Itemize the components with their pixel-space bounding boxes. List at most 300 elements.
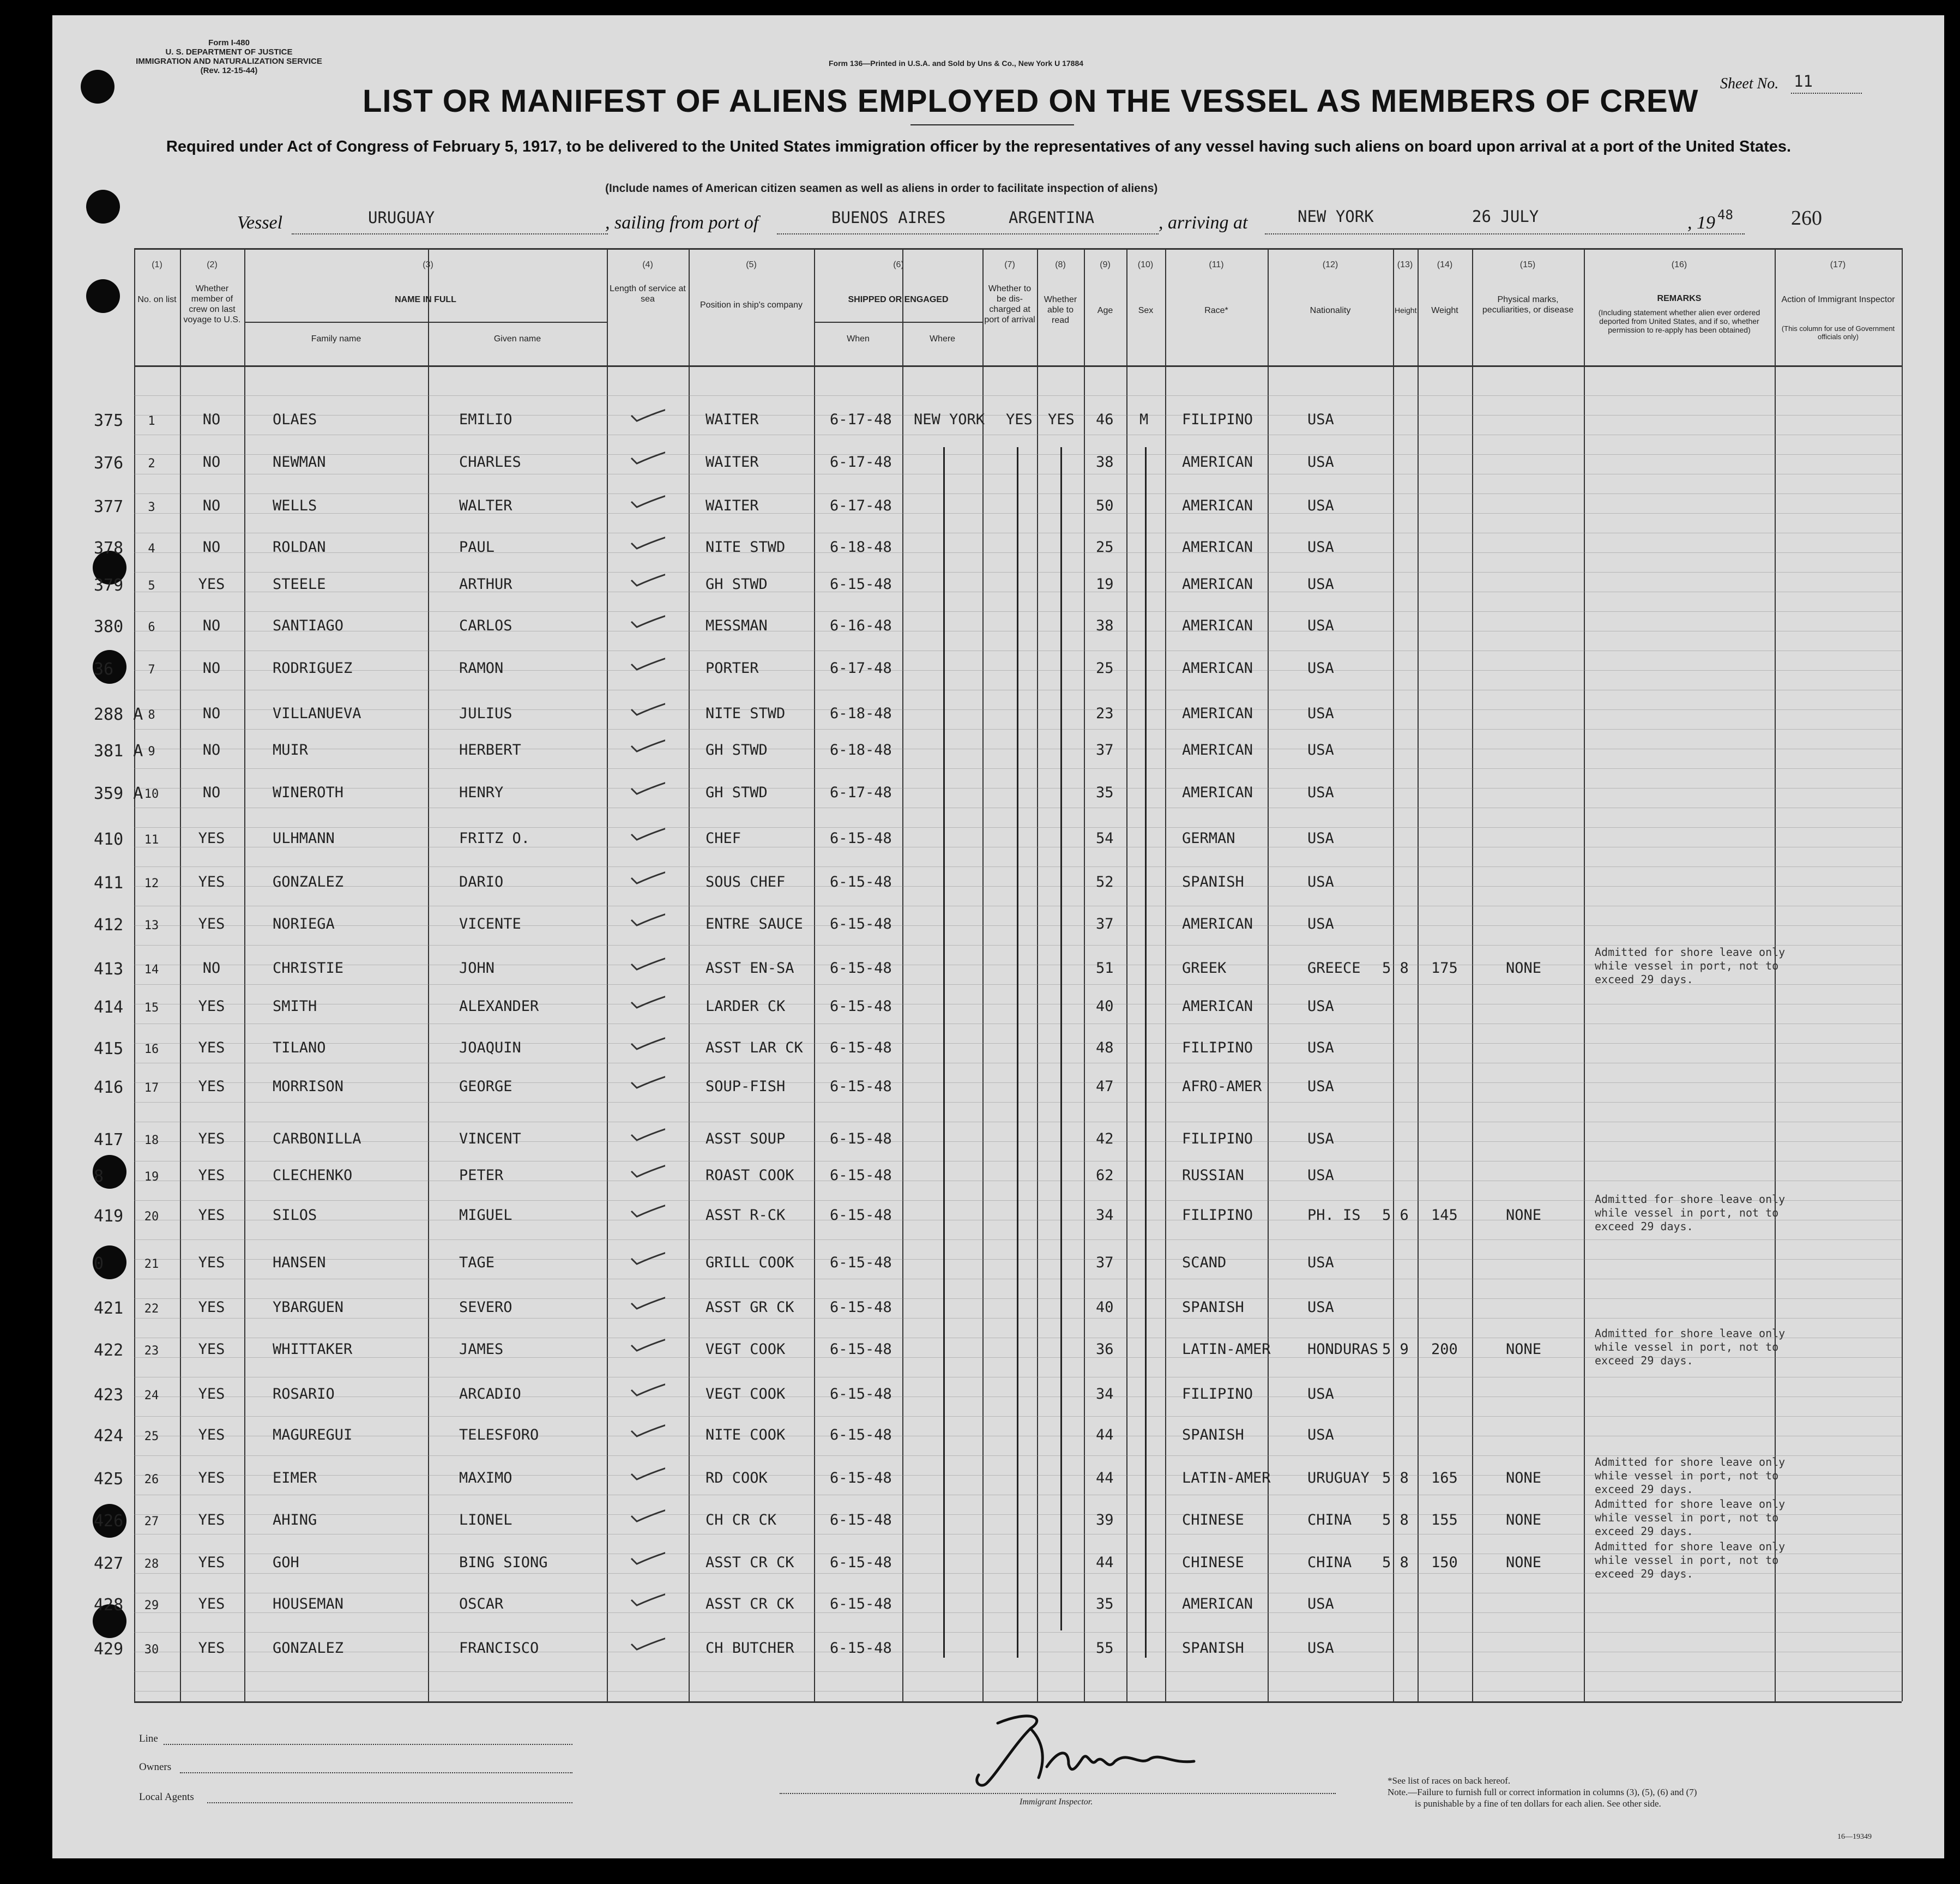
cell-age: 25 <box>1096 660 1114 677</box>
cell-nationality: USA <box>1307 1426 1334 1443</box>
cell-nationality: USA <box>1307 784 1334 801</box>
cell-position: CH BUTCHER <box>705 1640 794 1657</box>
cell-age: 23 <box>1096 705 1114 722</box>
port: BUENOS AIRES <box>831 208 946 227</box>
cell-margin: 378 <box>94 539 124 558</box>
cell-no: 27 <box>144 1515 159 1528</box>
remark-line: exceed 29 days. <box>1595 1220 1693 1233</box>
cell-margin: 416 <box>94 1078 124 1097</box>
cell-margin: 377 <box>94 497 124 516</box>
ditto-line <box>1017 447 1018 1658</box>
check-mark <box>627 1419 665 1438</box>
cell-nationality: USA <box>1307 1254 1334 1271</box>
cell-when: 6-16-48 <box>830 617 892 634</box>
column-number: (15) <box>1519 260 1536 269</box>
cell-position: RD COOK <box>705 1470 768 1486</box>
check-mark <box>627 1504 665 1524</box>
cell-margin: 288 A <box>94 705 143 724</box>
column-number: (16) <box>1671 260 1687 269</box>
cell-position: WAITER <box>705 454 759 471</box>
sheet-number: 11 <box>1794 72 1813 91</box>
check-mark <box>627 734 665 754</box>
check-mark <box>627 1462 665 1482</box>
cell-family: GONZALEZ <box>273 1640 344 1657</box>
cell-margin: 410 <box>94 830 124 849</box>
check-mark <box>627 446 665 466</box>
cell-margin: 427 <box>94 1554 124 1573</box>
column-header-no-on-list: No. on list <box>137 295 177 304</box>
cell-margin: 375 <box>94 411 124 430</box>
cell-when: 6-15-48 <box>830 1341 892 1358</box>
check-mark <box>627 652 665 672</box>
cell-given: FRANCISCO <box>459 1640 539 1657</box>
cell-position: CH CR CK <box>705 1512 777 1528</box>
cell-age: 19 <box>1096 576 1114 593</box>
cell-given: CHARLES <box>459 454 521 471</box>
remark-line: while vessel in port, not to <box>1595 1511 1779 1524</box>
cell-nationality: HONDURAS <box>1307 1341 1379 1358</box>
cell-family: MAGUREGUI <box>273 1426 353 1443</box>
cell-height: 5 6 <box>1382 1207 1409 1224</box>
check-mark <box>627 490 665 509</box>
cell-race: RUSSIAN <box>1182 1167 1244 1184</box>
cell-position: ASST CR CK <box>705 1554 794 1571</box>
cell-given: JOAQUIN <box>459 1039 521 1056</box>
cell-given: HERBERT <box>459 742 521 759</box>
requirement-line-2: port of the United States. <box>1603 138 1792 155</box>
cell-position: ASST LAR CK <box>705 1039 803 1056</box>
cell-physical: NONE <box>1506 960 1542 977</box>
column-header-length-service: Length of service at sea <box>610 284 686 304</box>
cell-family: GONZALEZ <box>273 874 344 890</box>
check-mark <box>627 1588 665 1608</box>
cell-given: ARCADIO <box>459 1386 521 1403</box>
cell-physical: NONE <box>1506 1470 1542 1486</box>
check-mark <box>627 952 665 972</box>
cell-when: 6-15-48 <box>830 1596 892 1612</box>
cell-margin: 417 <box>94 1130 124 1149</box>
cell-margin: 379 <box>94 576 124 595</box>
cell-position: GH STWD <box>705 742 768 759</box>
cell-given: HENRY <box>459 784 504 801</box>
check-mark <box>627 1123 665 1142</box>
cell-margin: 8 <box>94 1167 104 1186</box>
column-header-race: Race* <box>1204 306 1228 315</box>
cell-margin: 36 <box>94 660 114 679</box>
service: IMMIGRATION AND NATURALIZATION SERVICE <box>136 57 322 66</box>
remark-line: Admitted for shore leave only <box>1595 1497 1786 1510</box>
cell-no: 10 <box>144 787 159 801</box>
column-number: (17) <box>1830 260 1846 269</box>
cell-no: 1 <box>148 414 155 428</box>
cell-no: 5 <box>148 579 155 593</box>
form-header-block <box>104 38 354 75</box>
vessel-name: URUGUAY <box>368 208 435 227</box>
cell-age: 50 <box>1096 497 1114 514</box>
cell-member: NO <box>202 539 221 556</box>
column-header-position: Position in ship's company <box>699 300 803 310</box>
cell-race: FILIPINO <box>1182 411 1253 428</box>
cell-nationality: USA <box>1307 411 1334 428</box>
column-header-age: Age <box>1097 306 1113 315</box>
cell-race: AMERICAN <box>1182 497 1253 514</box>
cell-given: RAMON <box>459 660 504 677</box>
cell-no: 18 <box>144 1134 159 1147</box>
cell-member: NO <box>202 705 221 722</box>
column-header-remarks: REMARKS <box>1657 294 1702 303</box>
cell-given: JULIUS <box>459 705 512 722</box>
cell-nationality: USA <box>1307 742 1334 759</box>
cell-member: NO <box>202 742 221 759</box>
cell-nationality: GREECE <box>1307 960 1361 977</box>
cell-no: 24 <box>144 1389 159 1403</box>
cell-given: PAUL <box>459 539 495 556</box>
cell-given: VICENTE <box>459 916 521 932</box>
cell-given: CARLOS <box>459 617 512 634</box>
check-mark <box>627 1632 665 1652</box>
cell-family: SILOS <box>273 1207 317 1224</box>
cell-nationality: USA <box>1307 1039 1334 1056</box>
check-mark <box>627 1032 665 1051</box>
cell-no: 19 <box>144 1170 159 1184</box>
column-header-weight: Weight <box>1431 306 1458 315</box>
cell-position: ASST SOUP <box>705 1130 786 1147</box>
cell-no: 21 <box>144 1257 159 1271</box>
column-number: (6) <box>893 260 904 269</box>
cell-read: YES <box>1048 411 1075 428</box>
include-note: (Include names of American citizen seamen as well as aliens in order to facilitate inspection of aliens) <box>605 182 1158 195</box>
cell-member: YES <box>198 916 225 932</box>
check-mark <box>627 1247 665 1266</box>
cell-family: EIMER <box>273 1470 317 1486</box>
page-title: LIST OR MANIFEST OF ALIENS EMPLOYED ON THE VESSEL AS MEMBERS OF CREW <box>363 83 1699 119</box>
cell-nationality: USA <box>1307 539 1334 556</box>
remark-text <box>1595 946 1785 986</box>
cell-member: YES <box>198 830 225 847</box>
cell-race: SCAND <box>1182 1254 1227 1271</box>
check-mark <box>627 1291 665 1311</box>
cell-position: WAITER <box>705 411 759 428</box>
cell-when: 6-17-48 <box>830 660 892 677</box>
cell-family: MORRISON <box>273 1078 344 1095</box>
cell-age: 46 <box>1096 411 1114 428</box>
cell-given: TELESFORO <box>459 1426 539 1443</box>
cell-given: JOHN <box>459 960 495 977</box>
cell-when: 6-15-48 <box>830 998 892 1015</box>
cell-family: WHITTAKER <box>273 1341 353 1358</box>
column-header-whether-member: Whether member of crew on last voyage to U.S. <box>183 284 241 324</box>
cell-race: FILIPINO <box>1182 1039 1253 1056</box>
cell-family: SMITH <box>273 998 317 1015</box>
cell-no: 7 <box>148 663 155 677</box>
cell-no: 9 <box>148 745 155 759</box>
cell-family: MUIR <box>273 742 309 759</box>
cell-race: SPANISH <box>1182 1640 1244 1657</box>
cell-position: MESSMAN <box>705 617 768 634</box>
cell-member: NO <box>202 617 221 634</box>
cell-margin: 426 <box>94 1512 124 1531</box>
cell-age: 39 <box>1096 1512 1114 1528</box>
cell-position: VEGT COOK <box>705 1341 786 1358</box>
arriving-port: NEW YORK <box>1298 207 1374 226</box>
column-header-when: When <box>847 334 870 344</box>
cell-member: YES <box>198 1554 225 1571</box>
arrival-date: 26 JULY <box>1472 207 1539 226</box>
cell-family: WELLS <box>273 497 317 514</box>
cell-no: 8 <box>148 708 155 722</box>
requirement-line-1: Required under Act of Congress of February 5, 1917, to be delivered to the United States immigration officer by the representatives of any vessel having such aliens on board upon arrival at a <box>166 138 1599 155</box>
cell-no: 30 <box>144 1643 159 1657</box>
cell-race: GREEK <box>1182 960 1227 977</box>
cell-age: 55 <box>1096 1640 1114 1657</box>
cell-margin: 428 <box>94 1596 124 1615</box>
cell-given: FRITZ O. <box>459 830 530 847</box>
column-header-action: Action of Immigrant Inspector <box>1781 295 1895 304</box>
cell-member: NO <box>202 454 221 471</box>
cell-nationality: USA <box>1307 830 1334 847</box>
cell-race: AMERICAN <box>1182 539 1253 556</box>
cell-given: GEORGE <box>459 1078 512 1095</box>
column-header-action-sub: (This column for use of Government officials only) <box>1781 324 1895 341</box>
cell-when: 6-18-48 <box>830 705 892 722</box>
column-number: (4) <box>642 260 653 269</box>
cell-race: SPANISH <box>1182 1426 1244 1443</box>
cell-member: YES <box>198 1254 225 1271</box>
cell-margin: 429 <box>94 1640 124 1659</box>
cell-given: PETER <box>459 1167 504 1184</box>
cell-race: FILIPINO <box>1182 1386 1253 1403</box>
ditto-line <box>1145 447 1147 1658</box>
remark-line: Admitted for shore leave only <box>1595 1455 1786 1468</box>
cell-family: WINEROTH <box>273 784 344 801</box>
remark-line: exceed 29 days. <box>1595 973 1693 986</box>
cell-position: CHEF <box>705 830 741 847</box>
cell-age: 44 <box>1096 1554 1114 1571</box>
form-code: 16—19349 <box>1837 1833 1872 1841</box>
cell-family: VILLANUEVA <box>273 705 361 722</box>
remark-line: while vessel in port, not to <box>1595 959 1779 972</box>
cell-height: 5 8 <box>1382 1470 1409 1486</box>
cell-age: 40 <box>1096 1299 1114 1316</box>
remark-line: Admitted for shore leave only <box>1595 1193 1786 1206</box>
cell-race: LATIN-AMER <box>1182 1470 1271 1486</box>
check-mark <box>627 610 665 629</box>
cell-race: SPANISH <box>1182 1299 1244 1316</box>
cell-position: SOUP-FISH <box>705 1078 786 1095</box>
cell-no: 22 <box>144 1302 159 1316</box>
cell-nationality: USA <box>1307 454 1334 471</box>
cell-margin: 422 <box>94 1341 124 1360</box>
cell-discharged: YES <box>1006 411 1033 428</box>
cell-margin: 412 <box>94 916 124 935</box>
cell-when: 6-15-48 <box>830 1254 892 1271</box>
cell-where: NEW YORK <box>914 411 985 428</box>
sheet-label: Sheet No. <box>1720 75 1779 92</box>
cell-race: AMERICAN <box>1182 617 1253 634</box>
cell-family: YBARGUEN <box>273 1299 344 1316</box>
check-mark <box>627 1378 665 1398</box>
cell-member: NO <box>202 411 221 428</box>
cell-position: GH STWD <box>705 784 768 801</box>
department: U. S. DEPARTMENT OF JUSTICE <box>165 47 293 57</box>
cell-member: NO <box>202 497 221 514</box>
column-number: (2) <box>207 260 218 269</box>
cell-nationality: CHINA <box>1307 1512 1352 1528</box>
cell-race: SPANISH <box>1182 874 1244 890</box>
cell-weight: 145 <box>1431 1207 1458 1224</box>
cell-weight: 175 <box>1431 960 1458 977</box>
cell-member: YES <box>198 1426 225 1443</box>
cell-given: WALTER <box>459 497 512 514</box>
cell-race: FILIPINO <box>1182 1207 1253 1224</box>
column-header-family-name: Family name <box>311 334 361 344</box>
cell-no: 28 <box>144 1557 159 1571</box>
cell-physical: NONE <box>1506 1341 1542 1358</box>
cell-given: BING SIONG <box>459 1554 548 1571</box>
cell-position: ASST CR CK <box>705 1596 794 1612</box>
column-number: (11) <box>1209 260 1224 269</box>
cell-age: 54 <box>1096 830 1114 847</box>
cell-nationality: USA <box>1307 1167 1334 1184</box>
cell-age: 40 <box>1096 998 1114 1015</box>
cell-member: YES <box>198 1640 225 1657</box>
cell-age: 37 <box>1096 742 1114 759</box>
cell-physical: NONE <box>1506 1207 1542 1224</box>
cell-race: AFRO-AMER <box>1182 1078 1262 1095</box>
cell-race: AMERICAN <box>1182 916 1253 932</box>
cell-no: 23 <box>144 1344 159 1358</box>
cell-age: 37 <box>1096 916 1114 932</box>
cell-when: 6-15-48 <box>830 1554 892 1571</box>
cell-race: AMERICAN <box>1182 454 1253 471</box>
cell-nationality: USA <box>1307 874 1334 890</box>
column-number: (9) <box>1100 260 1111 269</box>
cell-given: TAGE <box>459 1254 495 1271</box>
cell-no: 14 <box>144 963 159 977</box>
check-mark <box>627 568 665 588</box>
cell-member: YES <box>198 1596 225 1612</box>
revision: (Rev. 12-15-44) <box>200 66 258 75</box>
cell-race: GERMAN <box>1182 830 1235 847</box>
cell-family: ROSARIO <box>273 1386 335 1403</box>
cell-physical: NONE <box>1506 1512 1542 1528</box>
cell-race: AMERICAN <box>1182 1596 1253 1612</box>
cell-when: 6-17-48 <box>830 454 892 471</box>
check-mark <box>627 822 665 842</box>
cell-margin: 425 <box>94 1470 124 1489</box>
cell-when: 6-17-48 <box>830 784 892 801</box>
cell-nationality: USA <box>1307 660 1334 677</box>
cell-position: NITE STWD <box>705 705 786 722</box>
cell-when: 6-15-48 <box>830 1640 892 1657</box>
cell-family: AHING <box>273 1512 317 1528</box>
cell-age: 36 <box>1096 1341 1114 1358</box>
cell-family: OLAES <box>273 411 317 428</box>
cell-age: 62 <box>1096 1167 1114 1184</box>
cell-family: HOUSEMAN <box>273 1596 344 1612</box>
penalty-note-1: Note.—Failure to furnish full or correct information in columns (3), (5), (6) and (7) <box>1388 1787 1697 1797</box>
penalty-note-2: is punishable by a fine of ten dollars for each alien. See other side. <box>1415 1798 1661 1809</box>
cell-age: 35 <box>1096 784 1114 801</box>
check-mark <box>627 990 665 1010</box>
cell-no: 25 <box>144 1430 159 1443</box>
column-number: (13) <box>1397 260 1413 269</box>
agents-label: Local Agents <box>139 1791 194 1803</box>
cell-margin: 413 <box>94 960 124 979</box>
cell-nationality: USA <box>1307 1640 1334 1657</box>
cell-race: CHINESE <box>1182 1554 1244 1571</box>
column-header-where: Where <box>929 334 956 344</box>
cell-nationality: USA <box>1307 705 1334 722</box>
cell-no: 6 <box>148 621 155 634</box>
cell-member: YES <box>198 874 225 890</box>
cell-age: 47 <box>1096 1078 1114 1095</box>
cell-when: 6-17-48 <box>830 497 892 514</box>
cell-nationality: USA <box>1307 1596 1334 1612</box>
cell-given: MAXIMO <box>459 1470 512 1486</box>
cell-height: 5 8 <box>1382 1512 1409 1528</box>
remark-line: Admitted for shore leave only <box>1595 946 1786 959</box>
cell-position: NITE COOK <box>705 1426 786 1443</box>
column-number: (7) <box>1004 260 1015 269</box>
cell-age: 38 <box>1096 454 1114 471</box>
remark-line: exceed 29 days. <box>1595 1567 1693 1580</box>
inspector-signature <box>965 1707 1216 1794</box>
check-mark <box>627 777 665 796</box>
cell-no: 16 <box>144 1043 159 1056</box>
cell-age: 35 <box>1096 1596 1114 1612</box>
cell-member: NO <box>202 784 221 801</box>
cell-given: EMILIO <box>459 411 512 428</box>
stamp-number: 260 <box>1791 207 1822 230</box>
cell-given: ARTHUR <box>459 576 512 593</box>
cell-no: 15 <box>144 1001 159 1015</box>
cell-weight: 155 <box>1431 1512 1458 1528</box>
cell-nationality: USA <box>1307 1078 1334 1095</box>
cell-margin: 381 A <box>94 742 143 761</box>
ditto-line <box>943 447 945 1658</box>
column-header-sex: Sex <box>1138 306 1154 315</box>
cell-when: 6-18-48 <box>830 742 892 759</box>
cell-family: ROLDAN <box>273 539 326 556</box>
cell-given: SEVERO <box>459 1299 512 1316</box>
sailing-label: , sailing from port of <box>605 213 759 233</box>
cell-family: TILANO <box>273 1039 326 1056</box>
cell-member: NO <box>202 660 221 677</box>
column-number: (10) <box>1137 260 1154 269</box>
races-note: *See list of races on back hereof. <box>1388 1775 1511 1786</box>
column-header-nationality: Nationality <box>1310 306 1351 315</box>
cell-when: 6-15-48 <box>830 1078 892 1095</box>
cell-physical: NONE <box>1506 1554 1542 1571</box>
column-header-discharged: Whether to be dis- charged at port of arrival <box>984 284 1035 324</box>
remark-text <box>1595 1540 1785 1581</box>
check-mark <box>627 697 665 717</box>
cell-family: ULHMANN <box>273 830 335 847</box>
cell-when: 6-15-48 <box>830 1386 892 1403</box>
remark-line: while vessel in port, not to <box>1595 1206 1779 1219</box>
cell-family: NORIEGA <box>273 916 335 932</box>
cell-family: STEELE <box>273 576 326 593</box>
cell-when: 6-15-48 <box>830 1207 892 1224</box>
cell-when: 6-15-48 <box>830 1512 892 1528</box>
cell-age: 48 <box>1096 1039 1114 1056</box>
punch-hole <box>86 279 120 313</box>
remark-line: Admitted for shore leave only <box>1595 1327 1786 1340</box>
cell-member: NO <box>202 960 221 977</box>
remark-text <box>1595 1193 1785 1233</box>
cell-member: YES <box>198 1207 225 1224</box>
